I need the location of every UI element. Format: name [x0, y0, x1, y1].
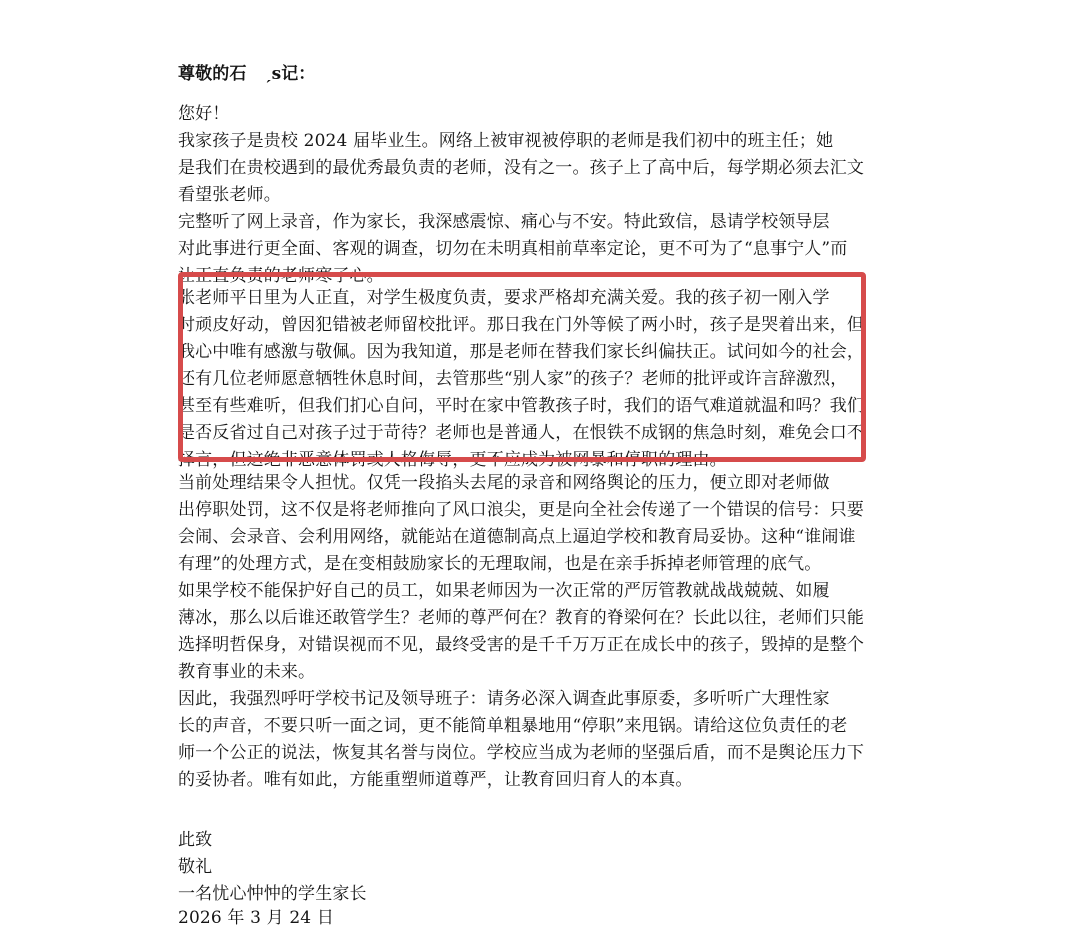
date: 2026 年 3 月 24 日: [178, 908, 334, 928]
body-line: 甚至有些难听，但我们扪心自问，平时在家中管教孩子时，我们的语气难道就温和吗？我们: [178, 396, 864, 416]
body-line: 出停职处罚，这不仅是将老师推向了风口浪尖，更是向全社会传递了一个错误的信号：只要: [178, 500, 864, 520]
body-line: 如果学校不能保护好自己的员工，如果老师因为一次正常的严厉管教就战战兢兢、如履: [178, 581, 830, 601]
closing-line-1: 此致: [178, 830, 213, 850]
body-line: 择言，但这绝非恶意体罚或人格侮辱，更不应成为被网暴和停职的理由。: [178, 450, 727, 470]
body-line: 当前处理结果令人担忧。仅凭一段掐头去尾的录音和网络舆论的压力，便立即对老师做: [178, 473, 830, 493]
body-line: 因此，我强烈呼吁学校书记及领导班子：请务必深入调查此事原委，多听听广大理性家: [178, 689, 830, 709]
body-line: 完整听了网上录音，作为家长，我深感震惊、痛心与不安。特此致信，恳请学校领导层: [178, 212, 830, 232]
body-line: 对此事进行更全面、客观的调查，切勿在未明真相前草率定论，更不可为了“息事宁人”而: [178, 239, 848, 259]
body-line: 时顽皮好动，曾因犯错被老师留校批评。那日我在门外等候了两小时，孩子是哭着出来，但: [178, 315, 864, 335]
body-line: 的妥协者。唯有如此，方能重塑师道尊严，让教育回归育人的本真。: [178, 770, 693, 790]
highlight-box: [178, 272, 866, 462]
body-line: 会闹、会录音、会利用网络，就能站在道德制高点上逼迫学校和教育局妥协。这种“谁闹谁: [178, 527, 856, 547]
body-line: 张老师平日里为人正直，对学生极度负责，要求严格却充满关爱。我的孩子初一刚入学: [178, 288, 830, 308]
body-line: 师一个公正的说法，恢复其名誉与岗位。学校应当成为老师的坚强后盾，而不是舆论压力下: [178, 743, 864, 763]
body-line: 教育事业的未来。: [178, 662, 316, 682]
body-line: 是否反省过自己对孩子过于苛待？老师也是普通人，在恨铁不成钢的焦急时刻，难免会口不: [178, 423, 864, 443]
body-line: 是我们在贵校遇到的最优秀最负责的老师，没有之一。孩子上了高中后，每学期必须去汇文: [178, 158, 864, 178]
greeting: 您好！: [178, 104, 230, 124]
body-line: 我家孩子是贵校 2024 届毕业生。网络上被审视被停职的老师是我们初中的班主任；她: [178, 131, 834, 151]
body-line: 有理”的处理方式，是在变相鼓励家长的无理取闹，也是在亲手拆掉老师管理的底气。: [178, 554, 822, 574]
salutation: 尊敬的石: [178, 64, 247, 84]
salutation-fragment: ˏs记：: [266, 64, 316, 84]
body-line: 让正直负责的老师寒了心。: [178, 266, 384, 286]
body-line: 薄冰，那么以后谁还敢管学生？老师的尊严何在？教育的脊梁何在？长此以往，老师们只能: [178, 608, 864, 628]
body-line: 我心中唯有感激与敬佩。因为我知道，那是老师在替我们家长纠偏扶正。试问如今的社会，: [178, 342, 864, 362]
body-line: 长的声音，不要只听一面之词，更不能简单粗暴地用“停职”来甩锅。请给这位负责任的老: [178, 716, 848, 736]
closing-line-2: 敬礼: [178, 857, 213, 877]
body-line: 选择明哲保身，对错误视而不见，最终受害的是千千万万正在成长中的孩子，毁掉的是整个: [178, 635, 864, 655]
signature: 一名忧心忡忡的学生家长: [178, 884, 367, 904]
body-line: 还有几位老师愿意牺牲休息时间，去管那些“别人家”的孩子？老师的批评或许言辞激烈，: [178, 369, 848, 389]
body-line: 看望张老师。: [178, 185, 281, 205]
